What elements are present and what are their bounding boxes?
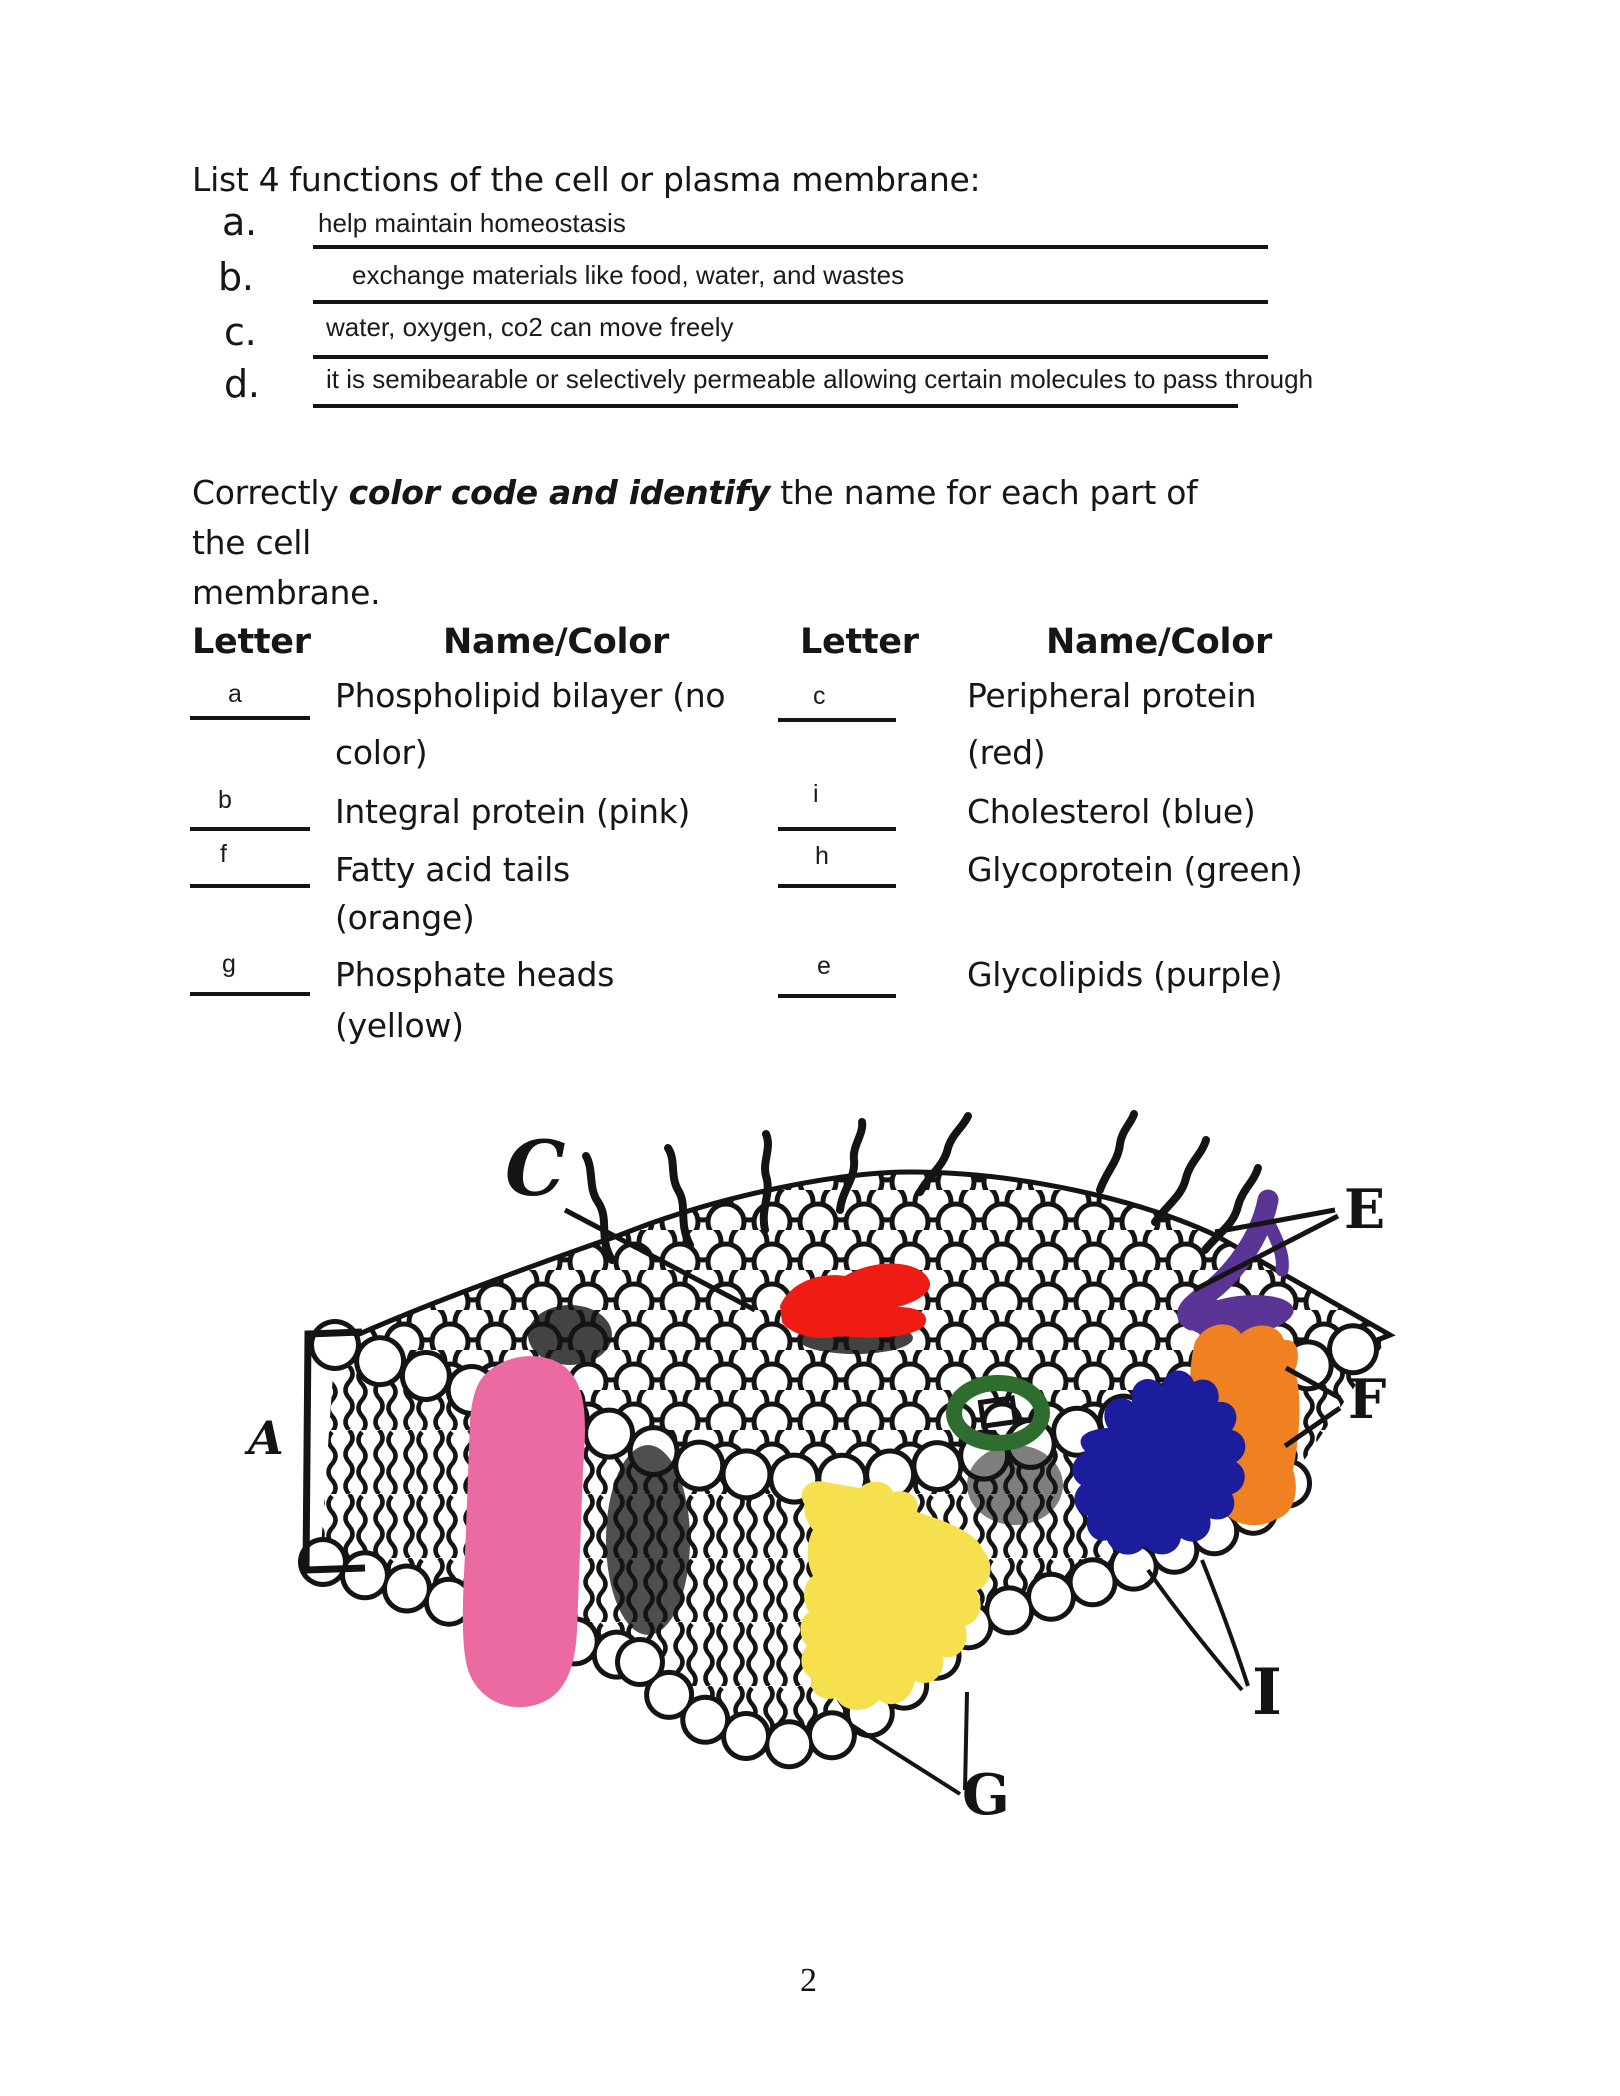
answer-line-d[interactable] [313,404,1238,408]
letter-line-g[interactable] [190,992,310,996]
header-letter-left: Letter [192,622,311,662]
answer-line-c[interactable] [313,355,1268,359]
list-letter-a: a. [222,200,257,244]
letter-line-i[interactable] [778,827,896,831]
header-name-left: Name/Color [443,622,669,662]
diagram-letter-i: I [1252,1655,1282,1730]
row-name: Cholesterol (blue) [967,792,1256,831]
page-number: 2 [800,1962,817,1999]
answer-a[interactable]: help maintain homeostasis [318,208,626,238]
row-name: (yellow) [335,1006,464,1045]
pointer-line-g1 [850,1724,960,1794]
color-code-instruction [192,468,1252,618]
answer-line-a[interactable] [313,245,1268,249]
list-letter-b: b. [218,255,254,299]
letter-answer-e[interactable]: e [817,952,831,980]
letter-answer-b[interactable]: b [218,786,232,814]
functions-title: List 4 functions of the cell or plasma membrane: [192,160,981,199]
instruction-line-2: membrane. [192,573,381,612]
diagram-letter-a: A [248,1411,284,1465]
diagram-letter-f: F [1348,1367,1387,1431]
diagram-letter-c: C [505,1124,566,1213]
diagram-letter-g: G [962,1762,1010,1828]
cell-membrane-diagram [220,1110,1430,1850]
integral-protein-pink-blob [463,1356,585,1707]
instruction-line-1 [192,468,1252,568]
row-name: (red) [967,733,1046,772]
letter-answer-i[interactable]: i [813,780,819,808]
letter-answer-c[interactable]: c [813,682,826,710]
letter-line-e[interactable] [778,994,896,998]
row-name: color) [335,733,428,772]
instruction-post: the name for each part of the cell [192,473,1198,562]
letter-line-a[interactable] [190,716,310,720]
answer-c[interactable]: water, oxygen, co2 can move freely [326,312,734,342]
row-name: Glycoprotein (green) [967,850,1303,889]
list-letter-d: d. [224,362,260,406]
letter-line-h[interactable] [778,884,896,888]
letter-line-c[interactable] [778,718,896,722]
header-letter-right: Letter [800,622,919,662]
letter-answer-a[interactable]: a [228,680,242,708]
letter-answer-g[interactable]: g [222,950,236,978]
answer-d[interactable]: it is semibearable or selectively permeable allowing certain molecules to pass through [326,364,1314,394]
row-name: Phosphate heads [335,955,615,994]
letter-line-f[interactable] [190,884,310,888]
letter-answer-h[interactable]: h [815,842,829,870]
answer-line-b[interactable] [313,300,1268,304]
instruction-emphasis: color code and identify [348,473,771,512]
header-name-right: Name/Color [1046,622,1272,662]
row-name: Peripheral protein [967,676,1257,715]
row-name: Glycolipids (purple) [967,955,1283,994]
list-letter-c: c. [224,310,257,354]
row-name: Phospholipid bilayer (no [335,676,726,715]
diagram-letter-e: E [1344,1177,1386,1241]
row-name: (orange) [335,898,475,937]
row-name: Fatty acid tails [335,850,570,889]
row-name: Integral protein (pink) [335,792,691,831]
instruction-pre: Correctly [192,473,349,512]
letter-answer-f[interactable]: f [220,840,227,868]
answer-b[interactable]: exchange materials like food, water, and wastes [352,260,905,290]
letter-line-b[interactable] [190,827,310,831]
